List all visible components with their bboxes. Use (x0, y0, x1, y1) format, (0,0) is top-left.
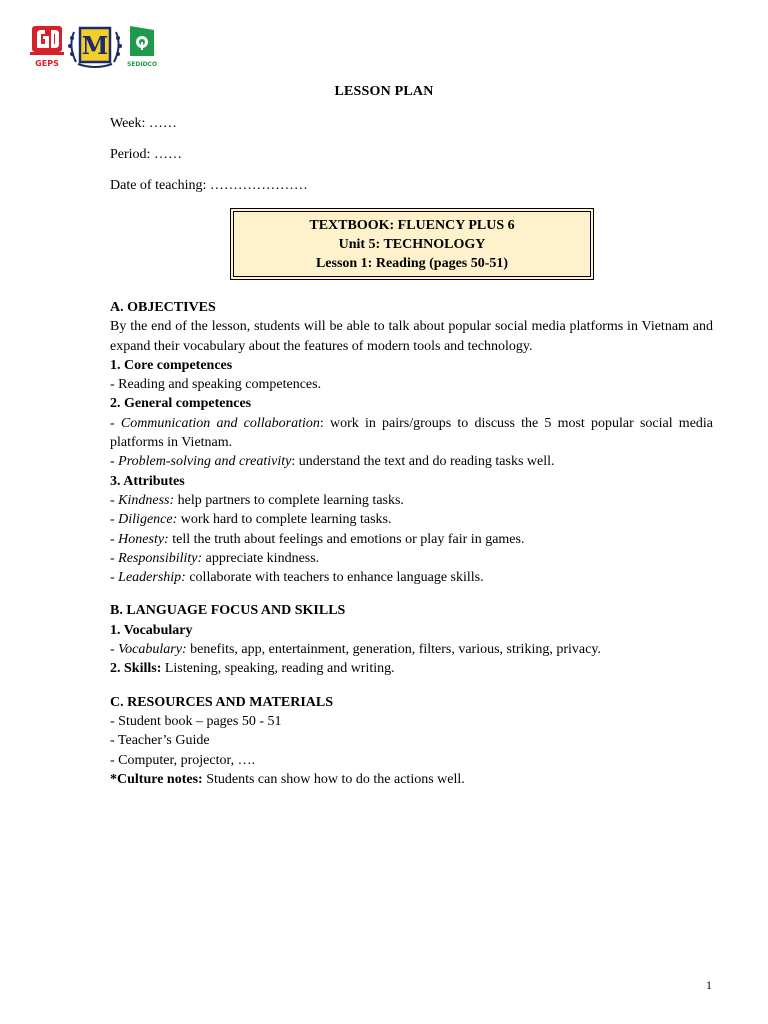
vocabulary-term: Vocabulary: (118, 642, 187, 658)
school-logos (28, 22, 160, 74)
attribute-item: - Honesty: tell the truth about feelings and emotions or play fair in games. (110, 531, 525, 547)
skills-item: 2. Skills: Listening, speaking, reading and writing. (110, 661, 395, 677)
lesson-title: Lesson 1: Reading (pages 50-51) (315, 255, 509, 271)
sedidco-label: SEDIDCO (126, 61, 158, 68)
attributes-heading: 3. Attributes (110, 473, 185, 489)
skills-term: 2. Skills: (110, 661, 162, 677)
attribute-term: Honesty: (118, 531, 169, 547)
general-competence-item: - Problem-solving and creativity: understand the text and do reading tasks well. (110, 454, 555, 470)
geps-logo (30, 26, 64, 68)
general-competence-item: - Communication and collaboration: work in pairs/groups to discuss the 5 most popular social media platforms in Vietnam. (110, 415, 714, 451)
vocabulary-heading: 1. Vocabulary (110, 622, 193, 638)
m-letter: M (81, 31, 109, 60)
textbook-box (230, 208, 594, 280)
resources-heading: C. RESOURCES AND MATERIALS (110, 694, 334, 710)
lesson-content (110, 298, 713, 789)
textbook-title: TEXTBOOK: FLUENCY PLUS 6 (309, 217, 515, 233)
core-competences-item: - Reading and speaking competences. (110, 377, 322, 393)
attribute-item: - Diligence: work hard to complete learning tasks. (110, 512, 392, 528)
resource-item: - Teacher’s Guide (110, 733, 210, 749)
sedidco-logo (127, 26, 157, 68)
culture-notes-term: *Culture notes: (110, 771, 203, 787)
resource-item: - Computer, projector, …. (110, 752, 256, 768)
language-focus-heading: B. LANGUAGE FOCUS AND SKILLS (110, 603, 346, 619)
competence-term: Problem-solving and creativity (118, 454, 292, 470)
unit-title: Unit 5: TECHNOLOGY (338, 236, 486, 252)
objectives-intro: By the end of the lesson, students will be able to talk about popular social media platforms in Vietnam and expand their vocabulary about the features of modern tools and technology. (110, 319, 713, 354)
m-logo (68, 28, 122, 67)
period-line: Period: …… (110, 147, 182, 162)
objectives-heading: A. OBJECTIVES (110, 300, 216, 315)
logo-group (28, 22, 160, 74)
attribute-item: - Kindness: help partners to complete learning tasks. (110, 492, 404, 508)
general-competences-heading: 2. General competences (110, 396, 252, 412)
date-line: Date of teaching: ………………… (110, 178, 308, 193)
geps-label: GEPS (35, 59, 59, 68)
attribute-item: - Leadership: collaborate with teachers to enhance language skills. (110, 570, 484, 586)
attribute-term: Responsibility: (118, 550, 203, 566)
culture-notes: *Culture notes: Students can show how to do the actions well. (110, 771, 465, 787)
attribute-term: Kindness: (118, 492, 175, 508)
week-line: Week: …… (110, 116, 177, 131)
attribute-item: - Responsibility: appreciate kindness. (110, 550, 320, 566)
page-title: LESSON PLAN (334, 84, 434, 99)
page-number: 1 (706, 978, 712, 992)
vocabulary-item: - Vocabulary: benefits, app, entertainment, generation, filters, various, striking, privacy. (110, 642, 601, 658)
attribute-term: Diligence: (118, 512, 178, 528)
core-competences-heading: 1. Core competences (110, 357, 233, 373)
resource-item: - Student book – pages 50 - 51 (110, 713, 282, 729)
competence-term: Communication and collaboration (120, 415, 320, 431)
attribute-term: Leadership: (118, 570, 186, 586)
